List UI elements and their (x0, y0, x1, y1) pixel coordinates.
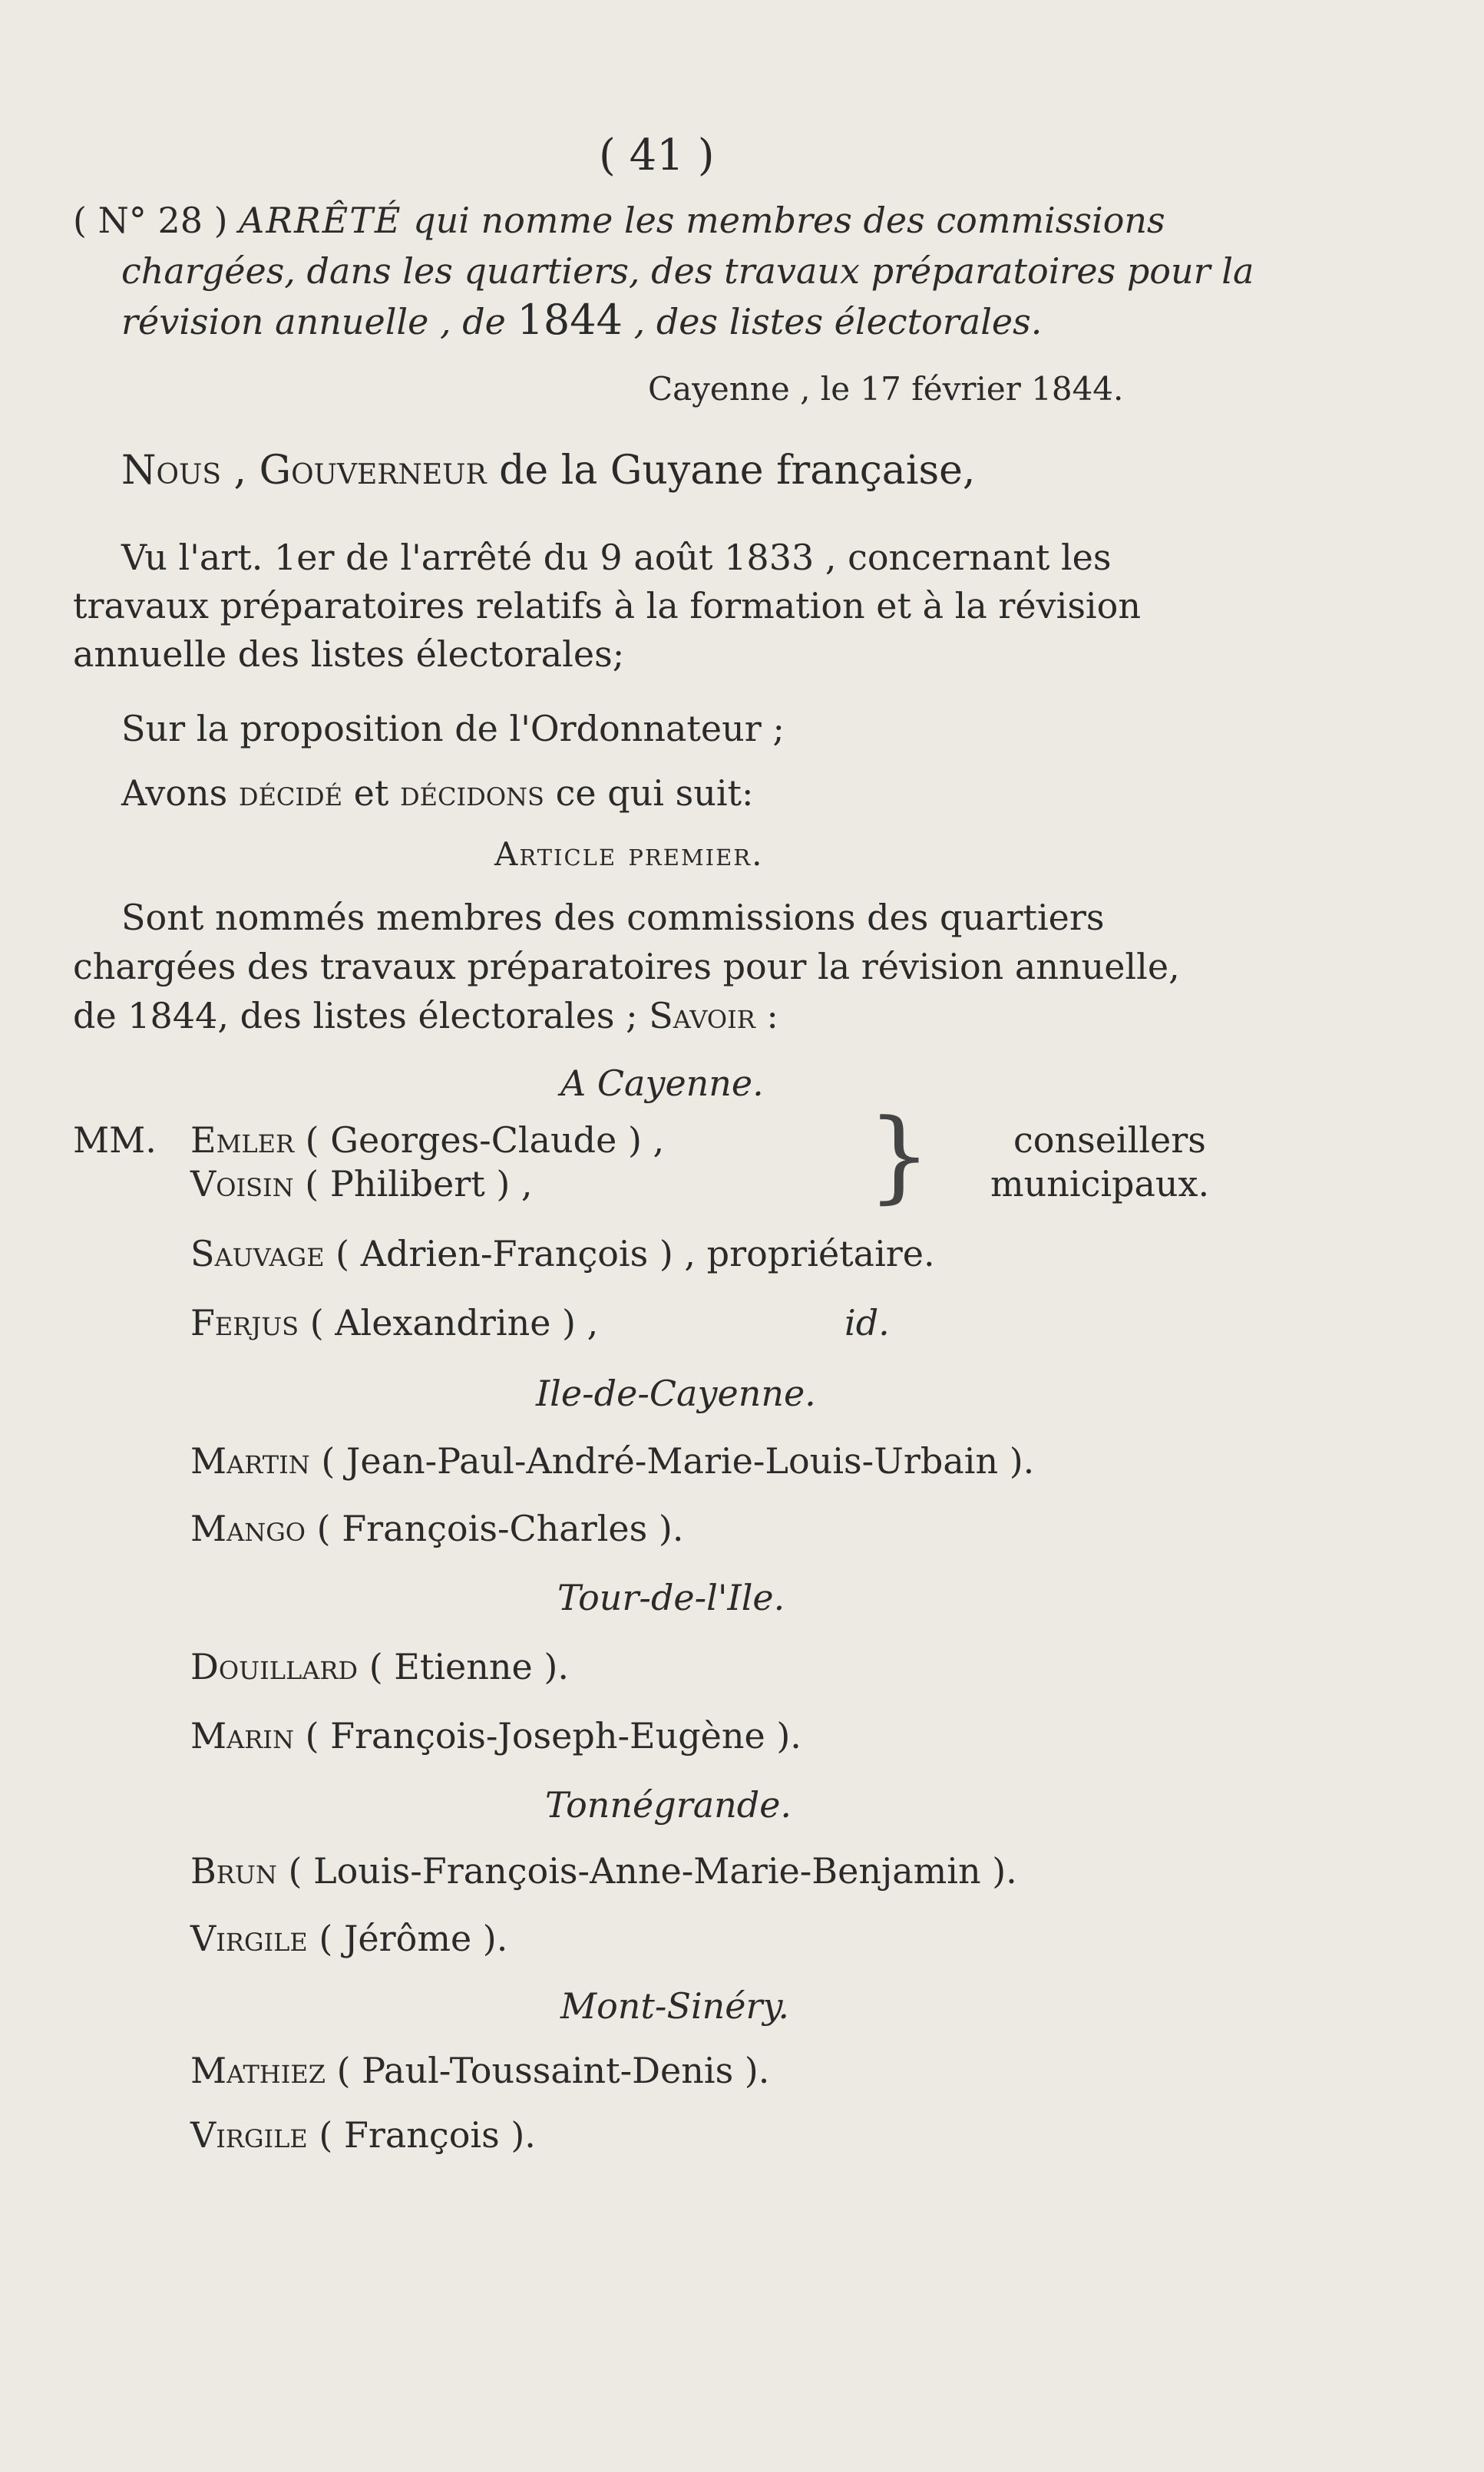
conseillers-label: conseillers (1013, 1119, 1206, 1161)
member-surname: Sauvage (190, 1233, 325, 1274)
gouverneur-word: Gouverneur (259, 448, 487, 494)
member-ferjus (190, 1300, 598, 1345)
member-given: ( Etienne ). (358, 1646, 569, 1687)
nous-rest: de la Guyane française, (486, 448, 976, 494)
date-line: Cayenne , le 17 février 1844. (648, 370, 1124, 408)
member-douillard (190, 1644, 569, 1689)
member-given: ( Louis-François-Anne-Marie-Benjamin ). (276, 1850, 1017, 1892)
member-marin (190, 1714, 801, 1758)
header-line-3 (121, 298, 1042, 344)
header-line-1 (73, 198, 1165, 243)
member-mango (190, 1506, 683, 1551)
nous-comma: , (221, 448, 259, 494)
member-given: ( François-Joseph-Eugène ). (293, 1715, 801, 1757)
member-surname: Emler (190, 1119, 295, 1161)
municipaux-label: municipaux. (990, 1163, 1210, 1205)
member-given: ( Jérôme ). (307, 1918, 508, 1959)
member-brun (190, 1849, 1017, 1893)
member-surname: Douillard (190, 1646, 359, 1687)
sont-line-3-text: de 1844, des listes électorales ; (73, 995, 649, 1036)
member-mathiez (190, 2048, 769, 2093)
member-surname: Martin (190, 1440, 310, 1482)
header-year: 1844 (517, 296, 623, 344)
header-line-3-a: révision annuelle , de (121, 301, 517, 342)
header-number: ( N° 28 ) (73, 200, 240, 241)
member-surname: Ferjus (190, 1302, 299, 1343)
member-given: ( Georges-Claude ) , (294, 1119, 665, 1161)
member-surname: Voisin (190, 1163, 294, 1205)
member-martin (190, 1439, 1034, 1483)
member-virgile-jerome (190, 1916, 507, 1961)
section-heading-cayenne: A Cayenne. (560, 1062, 764, 1104)
header-line-2: chargées, dans les quartiers, des travaux préparatoires pour la (121, 250, 1254, 292)
member-given: ( François-Charles ). (306, 1508, 684, 1549)
member-surname: Virgile (190, 2114, 308, 2156)
member-emler (190, 1118, 664, 1162)
section-heading-tonnegrande: Tonnégrande. (545, 1784, 792, 1826)
idem-label: id. (844, 1302, 890, 1343)
savoir-word: Savoir : (649, 995, 778, 1036)
sont-line-3 (73, 993, 778, 1038)
nous-line (121, 448, 975, 493)
sur-line: Sur la proposition de l'Ordonnateur ; (121, 708, 785, 749)
mm-label: MM. (73, 1119, 157, 1161)
header-title: ARRÊTÉ (239, 200, 402, 241)
section-heading-mont-sinery: Mont-Sinéry. (560, 1985, 790, 2027)
section-heading-ile-de-cayenne: Ile-de-Cayenne. (536, 1373, 816, 1414)
member-given: ( Paul-Toussaint-Denis ). (325, 2050, 770, 2091)
avons-word: Avons (121, 772, 239, 814)
member-surname: Mathiez (190, 2050, 326, 2091)
curly-brace-icon: } (868, 1097, 931, 1214)
member-virgile-francois (190, 2113, 536, 2157)
avons-et: et (342, 772, 401, 814)
member-given: ( François ). (307, 2114, 536, 2156)
vu-line-3: annuelle des listes électorales; (73, 633, 625, 675)
member-voisin (190, 1162, 533, 1206)
member-surname: Virgile (190, 1918, 308, 1959)
member-given: ( Alexandrine ) , (299, 1302, 599, 1343)
article-title: Article premier. (494, 835, 764, 873)
sont-line-2: chargées des travaux préparatoires pour la révision annuelle, (73, 946, 1180, 987)
nous-word: Nous (121, 448, 222, 494)
member-given: ( Jean-Paul-André-Marie-Louis-Urbain ). (309, 1440, 1035, 1482)
header-line-1-rest: qui nomme les membres des commissions (402, 200, 1165, 241)
member-surname: Marin (190, 1715, 294, 1757)
member-sauvage (190, 1231, 935, 1276)
member-given: ( Adrien-François ) , propriétaire. (324, 1233, 935, 1274)
member-surname: Mango (190, 1508, 306, 1549)
vu-line-2: travaux préparatoires relatifs à la formation et à la révision (73, 585, 1141, 626)
page-number: ( 41 ) (599, 131, 715, 180)
avons-line (121, 771, 754, 815)
section-heading-tour-de-l-ile: Tour-de-l'Ile. (557, 1577, 785, 1618)
header-line-3-b: , des listes électorales. (622, 301, 1043, 342)
decidons-word: décidons (400, 772, 544, 814)
decide-word: décidé (238, 772, 343, 814)
member-surname: Brun (190, 1850, 277, 1892)
sont-line-1: Sont nommés membres des commissions des quartiers (121, 897, 1105, 938)
member-given: ( Philibert ) , (293, 1163, 533, 1205)
avons-rest: ce qui suit: (544, 772, 754, 814)
vu-line-1: Vu l'art. 1er de l'arrêté du 9 août 1833 , concernant les (121, 537, 1112, 578)
